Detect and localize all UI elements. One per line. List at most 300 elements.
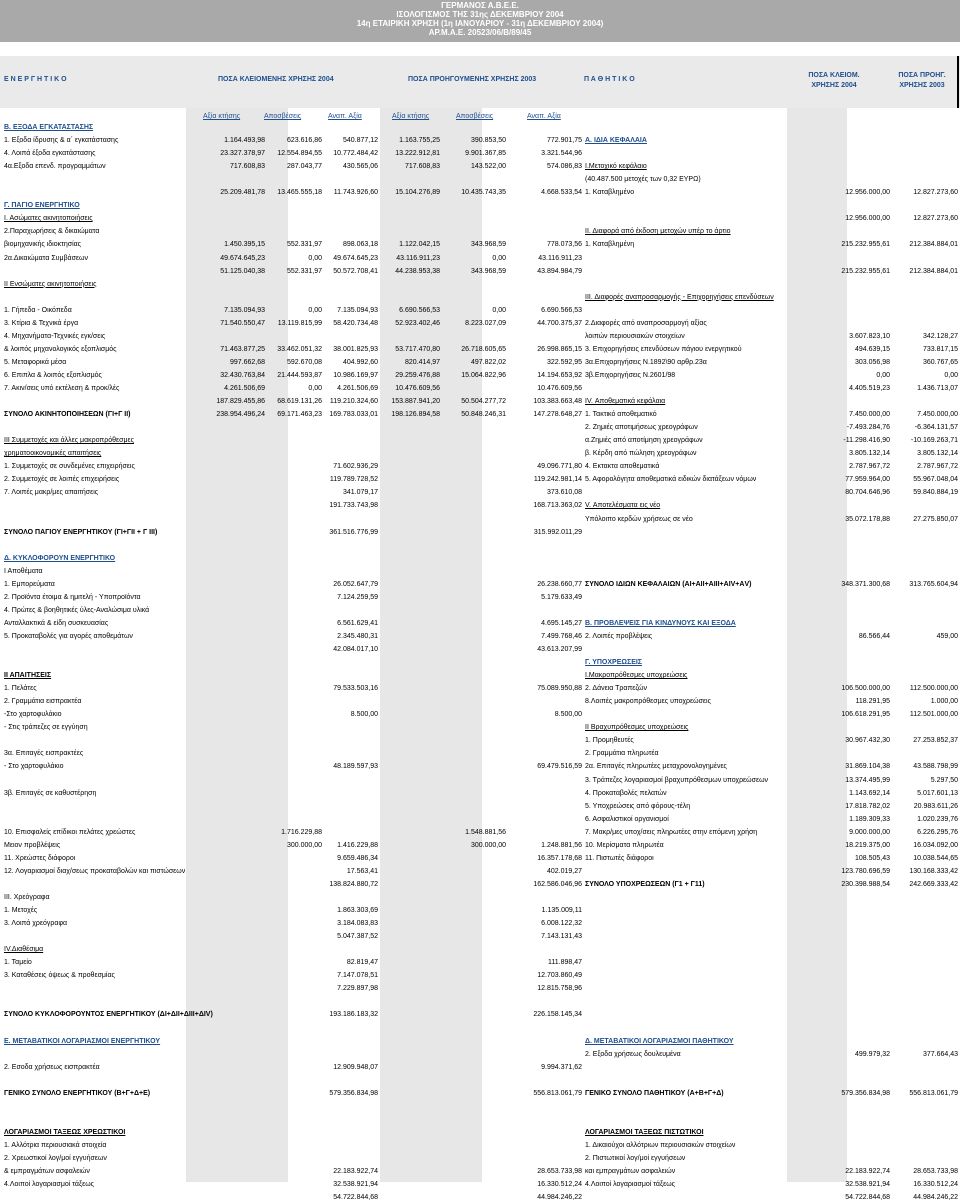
liab-2004-value: 13.374.495,99: [845, 776, 890, 784]
table-row: [0, 827, 960, 838]
asset-label: χρηματοοικονομικές απαιτήσεις: [4, 450, 102, 458]
table-row: [0, 1166, 960, 1177]
liab-2003-value: 20.983.611,26: [913, 802, 958, 810]
liab-2004-value: 494.639,15: [854, 345, 890, 353]
liab-2003-value: 16.330.512,24: [913, 1181, 958, 1189]
liab-2004-value: 348.371.300,68: [841, 580, 890, 588]
net-2003-value: 402.019,27: [546, 867, 582, 875]
liab-2004-value: 22.183.922,74: [845, 1168, 890, 1175]
net-2003-value: 16.357.178,68: [537, 854, 582, 862]
asset-label: - Στις τράπεζες σε εγγύηση: [4, 724, 88, 732]
liab-prior-heading-2: ΧΡΗΣΗΣ 2003: [899, 82, 945, 89]
net-2004-value: 17.563,41: [346, 867, 378, 875]
liability-label: 2.Διαφορές από αναπροσαρμογή αξίας: [585, 319, 707, 327]
table-row: [0, 396, 960, 407]
liab-2004-value: 18.219.375,00: [845, 841, 890, 849]
net-2004-value: 12.909.948,07: [333, 1063, 378, 1071]
net-2003-value: 43.613.207,99: [537, 646, 582, 653]
cost-2004-value: 1.450.395,15: [224, 241, 265, 249]
asset-label: 2. Συμμετοχές σε λοιπές επιχειρήσεις: [4, 476, 120, 484]
asset-label: 4. Μηχανήματα-Τεχνικές εγκ/σεις: [4, 332, 106, 340]
table-row: [0, 996, 960, 1007]
liab-2004-value: 80.704.646,96: [845, 489, 890, 497]
asset-label: 2. Προϊόντα έτοιμα & ημιτελή - Υποπροϊόντα: [4, 593, 141, 601]
asset-label: 5. Μεταφορικά μέσα: [4, 358, 67, 366]
depreciation-2003-value: 50.848.246,31: [461, 411, 506, 419]
liab-2003-value: 212.384.884,01: [909, 241, 958, 249]
depreciation-2003-value: 10.435.743,35: [461, 189, 506, 197]
asset-label: ΙV.Διαθέσιμα: [4, 946, 44, 954]
liability-label: V. Αποτελέσματα εις νέο: [585, 502, 661, 510]
table-row: [0, 370, 960, 381]
depreciation-2004-value: 12.554.894,55: [277, 150, 322, 158]
liab-2004-value: -11.298.416,90: [843, 437, 890, 445]
net-2003-value: 75.089.950,88: [537, 685, 582, 693]
table-row: [0, 618, 960, 629]
depreciation-2003-value: 143.522,00: [470, 163, 506, 171]
net-2004-value: 193.186.183,32: [329, 1011, 378, 1019]
table-row: [0, 931, 960, 942]
asset-label: ΛΟΓΑΡΙΑΣΜΟΙ ΤΑΞΕΩΣ ΧΡΕΩΣΤΙΚΟΙ: [4, 1128, 126, 1136]
net-2004-value: 430.565,06: [342, 163, 378, 171]
asset-label: Β. ΕΞΟΔΑ ΕΓΚΑΤΑΣΤΑΣΗΣ: [4, 124, 94, 131]
depreciation-2003-value: 300.000,00: [470, 841, 506, 849]
net-2003-value: 4.695.145,27: [541, 619, 582, 627]
table-row: [0, 527, 960, 538]
table-row: [0, 239, 960, 250]
table-row: [0, 161, 960, 172]
liab-2004-value: 54.722.844,68: [845, 1194, 890, 1202]
table-row: [0, 135, 960, 146]
table-row: [0, 1153, 960, 1164]
liabilities-heading: Π Α Θ Η Τ Ι Κ Ο: [584, 76, 635, 83]
table-row: [0, 487, 960, 498]
net-2004-value: 898.063,18: [342, 241, 378, 249]
current-year-heading: ΠΟΣΑ ΚΛΕΙΟΜΕΝΗΣ ΧΡΗΣΗΣ 2004: [218, 76, 334, 83]
asset-label: 1. Μετοχές: [4, 907, 38, 914]
net-2003-value: 12.815.758,96: [537, 985, 582, 993]
liab-2003-value: 12.827.273,60: [913, 189, 958, 197]
liab-current-heading-2: ΧΡΗΣΗΣ 2004: [811, 82, 857, 89]
liability-label: α.Ζημιές από αποτίμηση χρεογράφων: [585, 437, 703, 445]
depreciation-2003-value: 50.504.277,72: [461, 398, 506, 406]
liab-2003-value: 1.436.713,07: [917, 385, 958, 392]
cost-2004-value: 4.261.506,69: [224, 385, 265, 392]
liab-2004-value: 32.538.921,94: [845, 1181, 890, 1189]
liab-2004-value: 12.956.000,00: [845, 215, 890, 223]
table-row: [0, 592, 960, 603]
liab-2004-value: 579.356.834,98: [841, 1089, 890, 1097]
asset-label: 2α.Δικαιώματα Συμβάσεων: [4, 254, 89, 262]
liab-2004-value: 17.818.782,02: [845, 802, 890, 810]
liab-2004-value: 1.143.692,14: [849, 789, 890, 797]
asset-label: 3α. Επιταγές εισπρακτέες: [4, 750, 84, 758]
liab-2004-value: 77.959.964,00: [845, 476, 890, 484]
cost-2003-value: 43.116.911,23: [396, 254, 440, 262]
liability-label: 2. Λοιπές προβλέψεις: [585, 632, 653, 640]
asset-label: 2. Γραμμάτια εισπρακτέα: [4, 698, 82, 706]
depreciation-2004-value: 592.670,08: [286, 358, 322, 366]
net-2003-value: 3.321.544,96: [541, 150, 582, 158]
table-row: [0, 187, 960, 198]
net-2004-value: 7.135.094,93: [337, 306, 378, 314]
liability-label: 1. Προμηθευτές: [585, 737, 634, 745]
asset-label: 1. Συμμετοχές σε συνδεμένες επιχειρήσεις: [4, 463, 135, 471]
net-2003-value: 43.116.911,23: [538, 254, 582, 262]
table-row: [0, 226, 960, 237]
net-2004-value: 10.986.169,97: [333, 371, 378, 379]
liability-label: 1. Καταβλημένη: [585, 241, 635, 249]
assets-heading: Ε Ν Ε Ρ Γ Η Τ Ι Κ Ο: [4, 76, 67, 83]
asset-label: 1. Εξοδα ίδρυσης & α΄ εγκατάστασης: [4, 137, 119, 145]
cost-2003-value: 198.126.894,58: [391, 411, 440, 419]
table-row: [0, 148, 960, 159]
liability-label: Β. ΠΡΟΒΛΕΨΕΙΣ ΓΙΑ ΚΙΝΔΥΝΟΥΣ ΚΑΙ ΕΞΟΔΑ: [585, 619, 736, 627]
table-row: [0, 474, 960, 485]
liab-2003-value: 733.817,15: [922, 345, 958, 353]
cost-2004-value: 71.463.877,25: [220, 345, 265, 353]
liability-label: Α. ΙΔΙΑ ΚΕΦΑΛΑΙΑ: [585, 137, 647, 145]
asset-label: 4α.Εξοδα επενδ. προγραμμάτων: [4, 163, 106, 171]
asset-label: 4. Λοιπά έξοδα εγκατάστασης: [4, 150, 96, 158]
liab-2004-value: 499.979,32: [854, 1050, 890, 1058]
net-2004-value: 119.789.728,52: [329, 476, 378, 484]
liab-2003-value: 112.500.000,00: [909, 685, 958, 693]
balance-sheet-title: ΙΣΟΛΟΓΙΣΜΟΣ ΤΗΣ 31ης ΔΕΚΕΜΒΡΙΟΥ 2004: [396, 10, 564, 19]
net-2003-value: 6.008.122,32: [541, 920, 582, 928]
asset-label: & λοιπός μηχανολογικός εξοπλισμός: [4, 345, 117, 353]
net-2003-value: 16.330.512,24: [537, 1181, 582, 1189]
cost-2003-value: 13.222.912,81: [395, 150, 440, 158]
asset-label: 2. Εσοδα χρήσεως εισπρακτέα: [4, 1063, 100, 1071]
net-2003-value: 28.653.733,98: [537, 1168, 582, 1175]
depreciation-2004-value: 33.462.051,32: [277, 345, 322, 353]
table-row: [0, 500, 960, 511]
net-2003-value: 778.073,56: [546, 241, 582, 249]
asset-label: ΣΥΝΟΛΟ ΠΑΓΙΟΥ ΕΝΕΡΓΗΤΙΚΟΥ (ΓΙ+ΓΙΙ + Γ ΙΙΙ): [4, 528, 158, 536]
liability-label: 3. Επιχορηγήσεις επενδύσεων πάγιου ενεργητικού: [585, 345, 742, 353]
liab-2004-value: 2.787.967,72: [849, 463, 890, 471]
asset-label: 7. Λοιπές μακρ/μες απαιτήσεις: [4, 489, 99, 497]
net-2004-value: 22.183.922,74: [333, 1168, 378, 1175]
liability-label: ΙΙΙ. Διαφορές αναπροσαρμογής - Επιχορηγήσεις επενδύσεων: [585, 293, 774, 301]
liab-2004-value: 12.956.000,00: [845, 189, 890, 197]
net-2004-value: 26.052.647,79: [333, 580, 378, 588]
liability-label: λοιπών περιουσιακών στοιχείων: [585, 332, 685, 340]
depreciation-2004-value: 0,00: [308, 385, 322, 392]
depreciation-2003-value: 8.223.027,09: [465, 319, 506, 327]
cost-2004-value: 187.829.455,86: [216, 398, 265, 406]
table-row: [0, 814, 960, 825]
depreciation-2003-value: 0,00: [492, 254, 506, 262]
liability-label: ΛΟΓΑΡΙΑΣΜΟΙ ΤΑΞΕΩΣ ΠΙΣΤΩΤΙΚΟΙ: [585, 1128, 704, 1136]
liability-label: 3β.Επιχορηγήσεις Ν.2601/98: [585, 371, 676, 379]
table-row: [0, 1049, 960, 1060]
table-row: [0, 657, 960, 668]
net-2003-value: 556.813.061,79: [533, 1089, 582, 1097]
table-row: [0, 1101, 960, 1112]
liability-label: ΙΙ. Διαφορά από έκδοση μετοχών υπέρ το άρτιο: [585, 228, 731, 236]
liab-2003-value: 27.275.850,07: [913, 515, 958, 523]
liability-label: 5. Αφορολόγητα αποθεματικά ειδικών διατάξεων νόμων: [585, 476, 757, 484]
depreciation-label-2004: Αποσβέσεις: [264, 113, 302, 120]
cost-2003-value: 1.122.042,15: [399, 241, 440, 249]
net-2003-value: 44.984.246,22: [537, 1194, 582, 1202]
asset-label: - Στο χαρτοφυλάκιο: [4, 763, 64, 771]
net-2004-value: 6.561.629,41: [337, 619, 378, 627]
liab-2004-value: 7.450.000,00: [849, 411, 890, 419]
net-2004-value: 138.824.880,72: [329, 880, 378, 888]
net-2004-value: 1.416.229,88: [337, 841, 378, 849]
depreciation-2004-value: 21.444.593,87: [277, 371, 322, 379]
liab-2004-value: 4.405.519,23: [849, 385, 890, 392]
column-header-band: [0, 56, 960, 108]
depreciation-2003-value: 15.064.822,96: [461, 371, 506, 379]
net-2003-value: 772.901,75: [546, 137, 582, 145]
liab-2004-value: 118.291,95: [855, 698, 890, 706]
asset-label: Μειον προβλέψεις: [4, 841, 61, 849]
table-row: [0, 279, 960, 290]
liability-label: Γ. ΥΠΟΧΡΕΩΣΕΙΣ: [585, 659, 643, 667]
liab-2003-value: 10.038.544,65: [913, 854, 958, 862]
liab-prior-heading-1: ΠΟΣΑ ΠΡΟΗΓ.: [898, 72, 946, 79]
net-2003-value: 5.179.633,49: [541, 593, 582, 601]
net-2004-value: 3.184.083,83: [337, 920, 378, 928]
table-row: [0, 905, 960, 916]
liability-label: 3α.Επιχορηγήσεις Ν.1892\90 αρθρ.23α: [585, 358, 707, 366]
depreciation-2004-value: 69.171.463,23: [277, 411, 322, 419]
asset-label: ΙΙΙ Συμμετοχές και άλλες μακροπρόθεσμες: [4, 437, 134, 445]
table-row: [0, 644, 960, 655]
depreciation-2003-value: 0,00: [492, 306, 506, 314]
cost-2004-value: 71.540.550,47: [220, 319, 265, 327]
net-2004-value: 32.538.921,94: [333, 1181, 378, 1189]
net-2003-value: 119.242.981,14: [533, 476, 582, 484]
liab-2003-value: 27.253.852,37: [913, 737, 958, 745]
table-row: [0, 1088, 960, 1099]
table-row: [0, 292, 960, 303]
depreciation-2003-value: 9.901.367,85: [465, 150, 506, 158]
liability-label: Δ. ΜΕΤΑΒΑΤΙΚΟΙ ΛΟΓΑΡΙΑΣΜΟΙ ΠΑΘΗΤΙΚΟΥ: [585, 1037, 734, 1045]
depreciation-2003-value: 26.718.605,65: [461, 345, 506, 353]
table-row: [0, 1009, 960, 1020]
cost-2003-value: 717.608,83: [404, 163, 440, 171]
net-2004-value: 38.001.825,93: [333, 345, 378, 353]
table-row: [0, 435, 960, 446]
asset-label: ΓΕΝΙΚΟ ΣΥΝΟΛΟ ΕΝΕΡΓΗΤΙΚΟΥ (Β+Γ+Δ+Ε): [4, 1089, 151, 1097]
cost-2003-value: 15.104.276,89: [395, 189, 440, 197]
net-2003-value: 69.479.516,59: [537, 763, 582, 771]
net-2004-value: 7.147.078,51: [337, 972, 378, 980]
cost-2004-value: 238.954.496,24: [216, 411, 265, 419]
liab-current-heading-1: ΠΟΣΑ ΚΛΕΙΟΜ.: [808, 72, 860, 79]
liab-2003-value: 5.297,50: [930, 776, 958, 784]
liab-2004-value: 31.869.104,38: [845, 763, 890, 771]
liab-2003-value: 242.669.333,42: [909, 880, 958, 888]
cost-2003-value: 153.887.941,20: [391, 398, 440, 406]
net-2004-value: 540.877,12: [342, 137, 378, 145]
net-2003-value: 168.713.363,02: [533, 502, 582, 510]
net-2003-value: 49.096.771,80: [537, 463, 582, 471]
prior-year-heading: ΠΟΣΑ ΠΡΟΗΓΟΥΜΕΝΗΣ ΧΡΗΣΗΣ 2003: [408, 76, 537, 83]
liability-label: 2. Δάνεια Τραπεζών: [585, 685, 647, 693]
net-2004-value: 341.079,17: [342, 489, 378, 497]
cost-2004-value: 7.135.094,93: [224, 306, 265, 314]
net-2003-value: 315.992.011,29: [533, 528, 582, 536]
liab-2004-value: 106.618.291,95: [841, 711, 890, 719]
header-right-border: [957, 56, 959, 108]
table-row: [0, 735, 960, 746]
liability-label: IV. Αποθεματικά κεφάλαια: [585, 398, 666, 406]
liab-2003-value: 7.450.000,00: [917, 411, 958, 419]
table-row: [0, 605, 960, 616]
net-2004-value: 7.229.897,98: [337, 985, 378, 993]
net-2003-value: 14.194.653,92: [537, 371, 582, 379]
depreciation-2003-value: 343.968,59: [470, 267, 506, 275]
table-row: [0, 383, 960, 394]
liab-2003-value: 212.384.884,01: [909, 267, 958, 275]
liability-label: Ι.Μακροπρόθεσμες υποχρεώσεις: [585, 672, 688, 680]
liab-2003-value: 5.017.601,13: [917, 789, 958, 797]
net-2003-value: 226.158.145,34: [533, 1011, 582, 1019]
table-row: [0, 122, 960, 133]
liab-2004-value: 30.967.432,30: [845, 737, 890, 745]
liab-2004-value: 9.000.000,00: [849, 828, 890, 836]
liab-2003-value: 16.034.092,00: [913, 841, 958, 849]
asset-label: -Στο χαρτοφυλάκιο: [4, 711, 62, 719]
asset-label: 10. Επισφαλείς επίδικοι πελάτες χρεώστες: [4, 828, 136, 836]
table-row: [0, 670, 960, 681]
depreciation-2004-value: 13.119.815,99: [277, 319, 322, 327]
table-row: [0, 344, 960, 355]
table-row: [0, 266, 960, 277]
depreciation-2004-value: 287.043,77: [286, 163, 322, 171]
cost-2003-value: 10.476.609,56: [395, 385, 440, 392]
net-2004-value: 42.084.017,10: [333, 646, 378, 653]
subcolumn-labels: [0, 111, 960, 122]
table-row: [0, 944, 960, 955]
net-2003-value: 26.998.865,15: [537, 345, 582, 353]
cost-label-2003: Αξία κτήσης: [392, 113, 430, 120]
depreciation-2004-value: 0,00: [308, 254, 322, 262]
liability-label: (40.487.500 μετοχές των 0,32 ΕΥΡΩ): [585, 176, 701, 184]
net-2004-value: 49.674.645,23: [333, 254, 378, 262]
net-2004-value: 54.722.844,68: [333, 1194, 378, 1202]
net-value-label-2003: Αναπ. Αξία: [527, 113, 561, 120]
liab-2004-value: 106.500.000,00: [841, 685, 890, 693]
asset-label: ΙΙ Ενσώματες ακινητοποιήσεις: [4, 280, 97, 288]
cost-2003-value: 53.717.470,80: [395, 345, 440, 353]
table-row: [0, 1022, 960, 1033]
asset-label: 3. Κτίρια & Τεχνικά έργα: [4, 319, 79, 327]
liability-label: 5. Υποχρεώσεις από φόρους-τέλη: [585, 802, 691, 810]
liability-label: 2. Πιστωτικοί λογ/μοί εγγυήσεων: [585, 1154, 686, 1162]
liability-label: 8.Λοιπές μακροπρόθεσμες υποχρεώσεις: [585, 698, 711, 706]
net-2004-value: 9.659.486,34: [337, 854, 378, 862]
asset-label: 1. Αλλότρια περιουσιακά στοιχεία: [4, 1141, 107, 1149]
net-2003-value: 8.500,00: [554, 711, 582, 719]
liability-label: 2α. Επιταγές πληρωτέες μεταχρονολογημένες: [585, 763, 727, 771]
net-2004-value: 11.743.926,60: [333, 189, 378, 197]
liab-2003-value: 1.020.239,76: [917, 815, 958, 823]
table-row: [0, 853, 960, 864]
asset-label: 2. Χρεωστικοί λογ/μοί εγγυήσεων: [4, 1154, 107, 1162]
asset-label: 3. Λοιπά χρεόγραφα: [4, 920, 68, 928]
net-2003-value: 10.476.609,56: [537, 385, 582, 392]
asset-label: 12. Λογαριασμοί διαχ/σεως προκαταβολών και πιστώσεων: [4, 867, 186, 875]
registration-number: ΑΡ.Μ.Α.Ε. 20523/06/Β/89/45: [428, 28, 532, 37]
asset-label: Ε. ΜΕΤΑΒΑΤΙΚΟΙ ΛΟΓΑΡΙΑΣΜΟΙ ΕΝΕΡΓΗΤΙΚΟΥ: [4, 1037, 161, 1045]
asset-label: Ανταλλακτικά & είδη συσκευασίας: [4, 619, 109, 627]
liab-2003-value: 3.805.132,14: [917, 450, 958, 458]
table-row: [0, 1192, 960, 1203]
table-row: [0, 696, 960, 707]
depreciation-2004-value: 552.331,97: [286, 241, 322, 249]
liability-label: 3. Τράπεζες λογαριασμοί βραχυπρόθεσμων υποχρεώσεων: [585, 776, 769, 784]
net-2003-value: 111.898,47: [548, 959, 582, 967]
liab-2004-value: 303.056,98: [854, 358, 890, 366]
net-2004-value: 2.345.480,31: [337, 632, 378, 640]
depreciation-2003-value: 390.853,50: [470, 137, 506, 145]
asset-label: ΣΥΝΟΛΟ ΑΚΙΝΗΤΟΠΟΙΗΣΕΩΝ (ΓΙ+Γ ΙΙ): [4, 411, 131, 419]
liab-2004-value: 215.232.955,61: [841, 241, 890, 249]
liability-label: 2. Γραμμάτια πληρωτέα: [585, 750, 659, 758]
table-row: [0, 840, 960, 851]
asset-label: & εμπραγμάτων ασφαλειών: [4, 1168, 90, 1175]
asset-label: Δ. ΚΥΚΛΟΦΟΡΟΥΝ ΕΝΕΡΓΗΤΙΚΟ: [4, 554, 116, 562]
net-2003-value: 26.238.660,77: [537, 580, 582, 588]
table-row: [0, 957, 960, 968]
liability-label: ΣΥΝΟΛΟ ΙΔΙΩΝ ΚΕΦΑΛΑΙΩΝ (ΑΙ+ΑΙΙ+ΑΙΙΙ+ΑΙV+ΑV): [585, 580, 752, 588]
net-value-label-2004: Αναπ. Αξία: [328, 113, 362, 120]
asset-label: Ι Αποθέματα: [4, 567, 43, 575]
table-row: [0, 761, 960, 772]
liab-2003-value: 28.653.733,98: [913, 1168, 958, 1175]
net-2003-value: 7.143.131,43: [541, 933, 582, 941]
table-row: [0, 1179, 960, 1190]
liab-2004-value: 1.189.309,33: [849, 815, 890, 823]
net-2003-value: 43.894.984,79: [537, 267, 582, 275]
liab-2003-value: 459,00: [936, 632, 958, 640]
cost-2004-value: 32.430.763,84: [220, 371, 265, 379]
table-row: [0, 722, 960, 733]
table-row: [0, 422, 960, 433]
liability-label: 10. Μερίσματα πληρωτέα: [585, 841, 664, 849]
table-row: [0, 409, 960, 420]
table-row: [0, 775, 960, 786]
cost-2004-value: 51.125.040,38: [220, 267, 265, 275]
table-row: [0, 553, 960, 564]
asset-label: 1. Εμπορεύματα: [4, 580, 55, 588]
net-2004-value: 82.819,47: [346, 959, 378, 967]
liability-label: Ι.Μετοχικό κεφάλαιο: [585, 163, 647, 171]
net-2003-value: 44.700.375,37: [537, 319, 582, 327]
company-name: ΓΕΡΜΑΝΟΣ Α.Β.Ε.Ε.: [441, 1, 519, 10]
table-row: [0, 748, 960, 759]
liability-label: 4. Εκτακτα αποθεματικά: [585, 463, 660, 471]
table-row: [0, 448, 960, 459]
cost-2004-value: 997.662,68: [229, 358, 265, 366]
net-2004-value: 48.189.597,93: [333, 763, 378, 771]
liab-2003-value: 130.168.333,42: [909, 867, 958, 875]
table-row: [0, 879, 960, 890]
asset-label: 1. Πελάτες: [4, 685, 37, 693]
table-row: [0, 200, 960, 211]
depreciation-2004-value: 300.000,00: [286, 841, 322, 849]
table-row: [0, 461, 960, 472]
table-row: [0, 253, 960, 264]
fiscal-period: 14η ΕΤΑΙΡΙΚΗ ΧΡΗΣΗ (1η ΙΑΝΟΥΑΡΙΟΥ - 31η ΔΕΚΕΜΒΡΙΟΥ 2004): [356, 19, 604, 28]
